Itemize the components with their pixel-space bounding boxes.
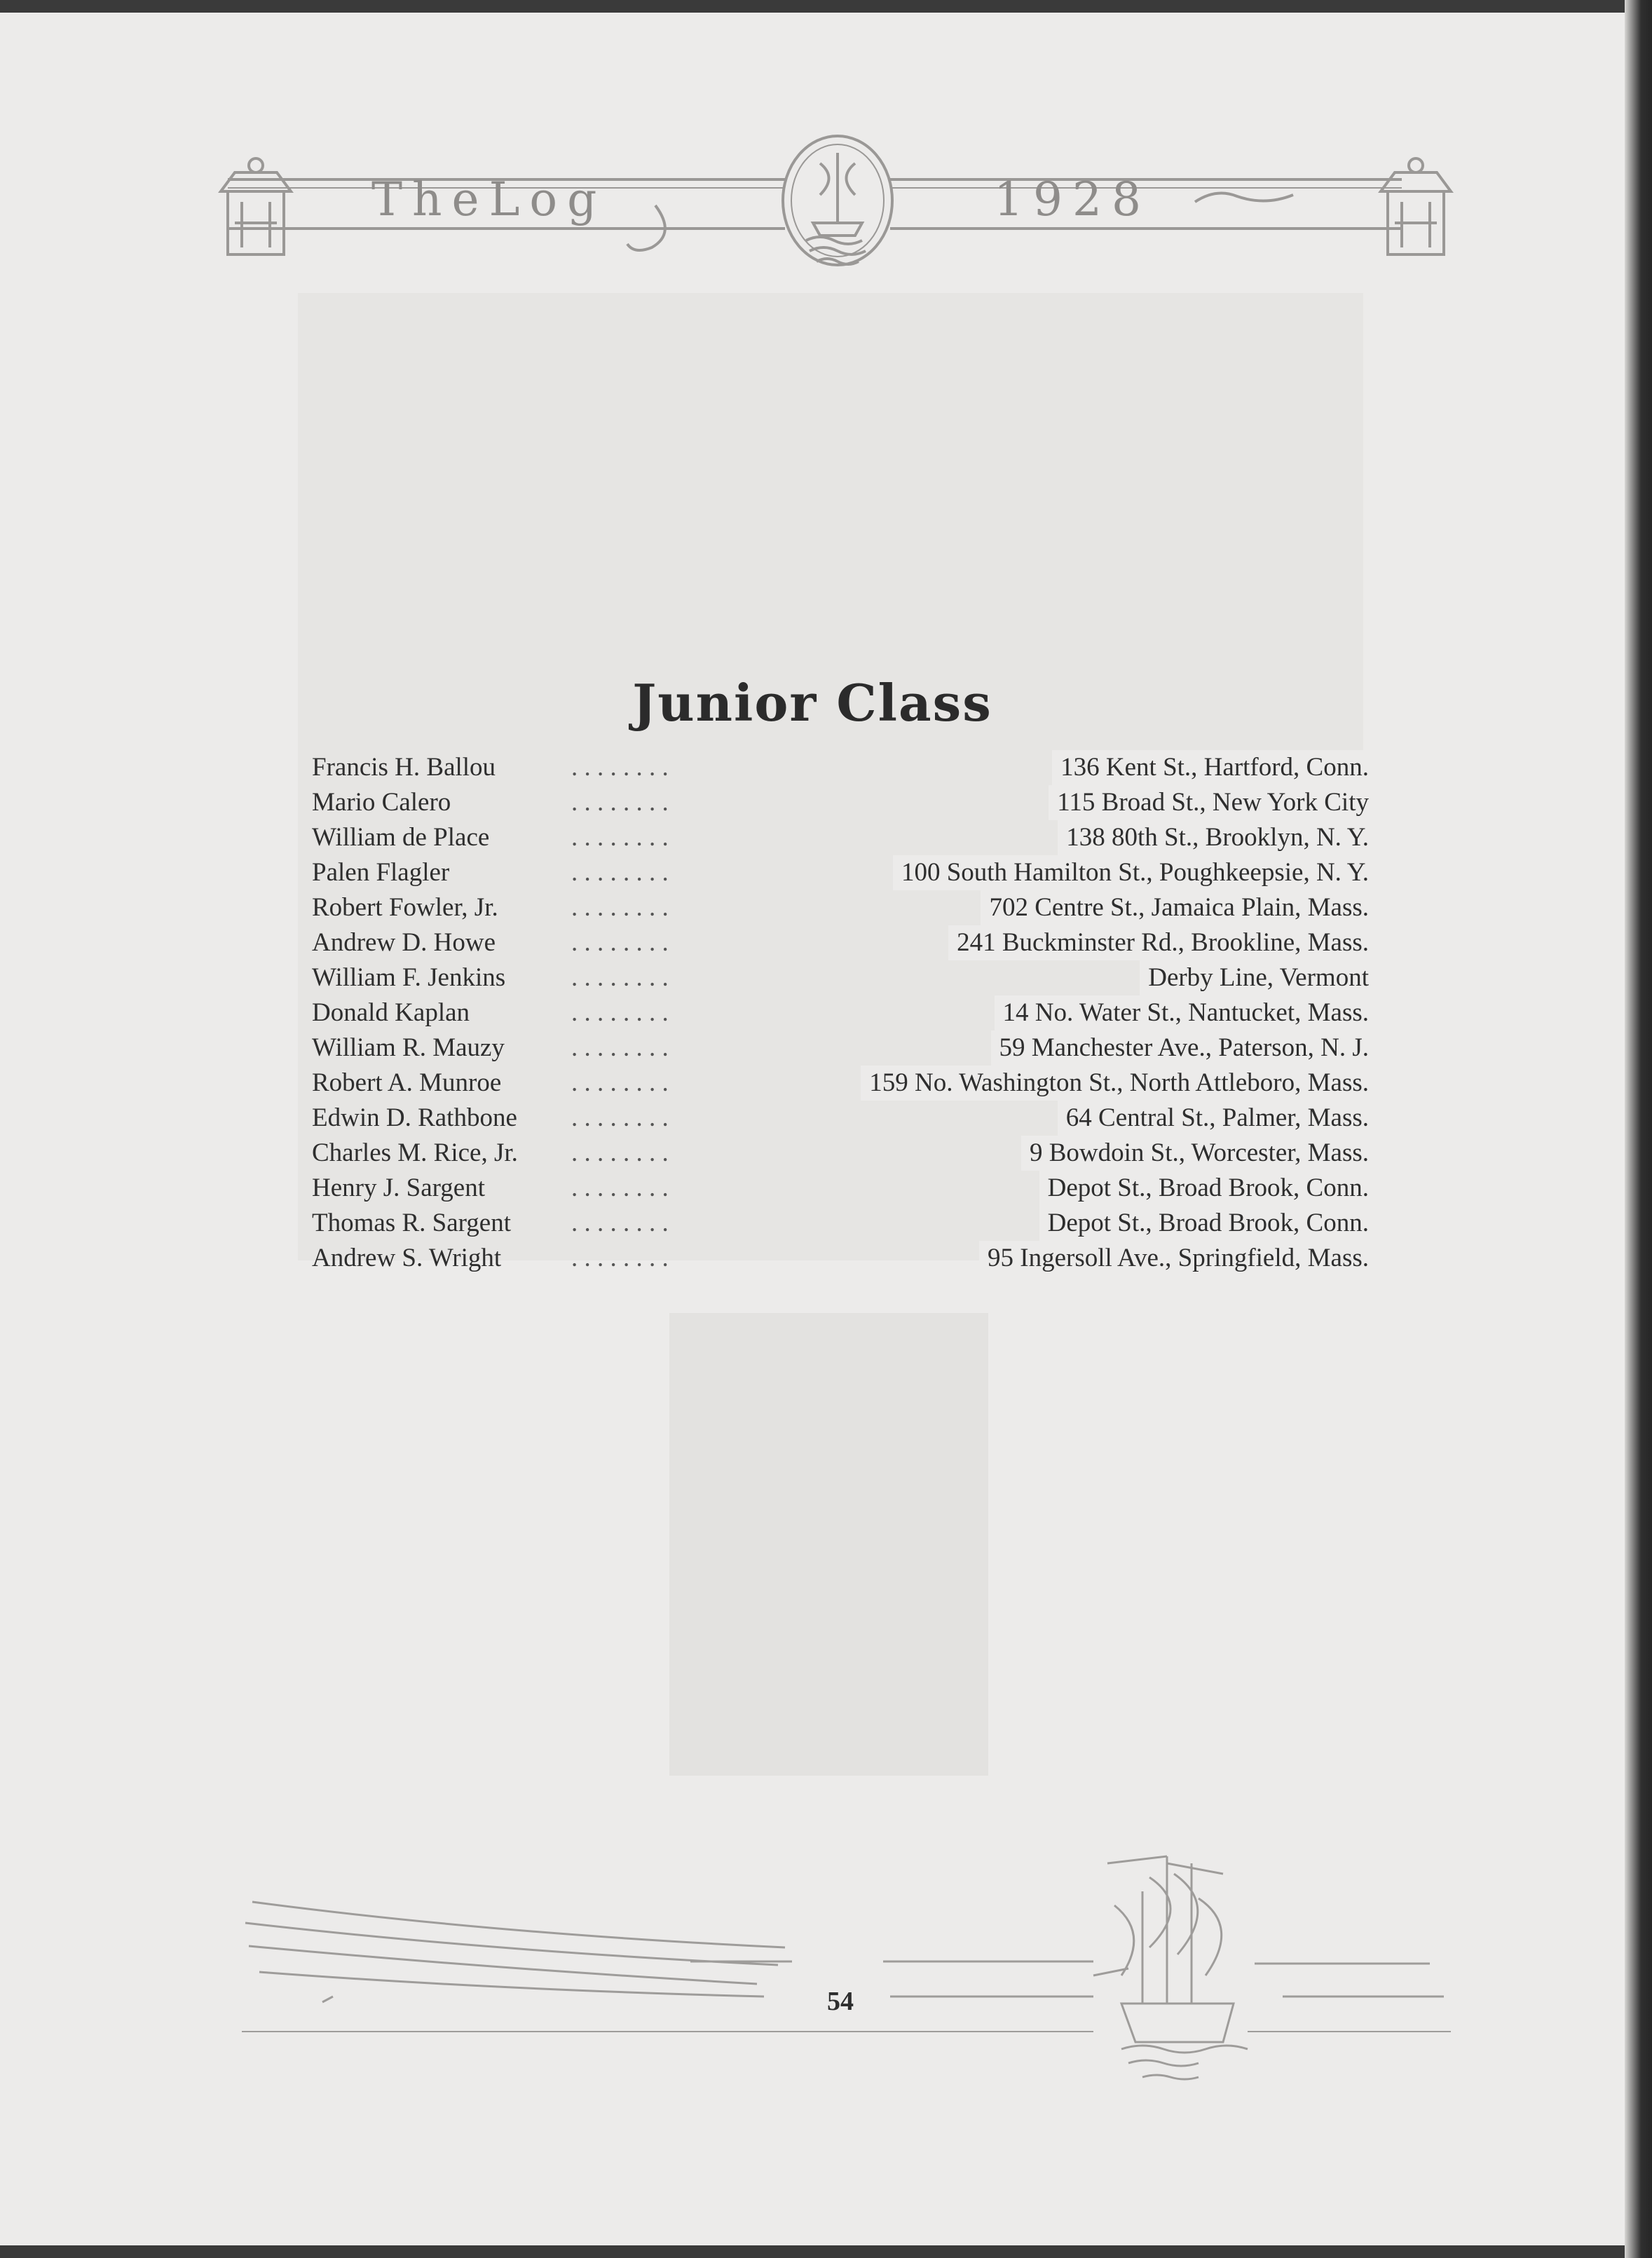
dot-leader: . . . . . . . .: [571, 998, 669, 1027]
student-name: Andrew D. Howe: [312, 928, 496, 957]
student-address: Depot St., Broad Brook, Conn.: [1039, 1206, 1369, 1241]
student-name: Robert A. Munroe: [312, 1068, 502, 1097]
page-edge-shadow: [1625, 0, 1652, 2258]
dot-leader: . . . . . . . .: [571, 928, 669, 957]
student-name: Robert Fowler, Jr.: [312, 893, 498, 922]
yearbook-page: [0, 13, 1625, 2245]
dot-leader: . . . . . . . .: [571, 1103, 669, 1132]
student-name: Andrew S. Wright: [312, 1244, 502, 1272]
student-name: Donald Kaplan: [312, 998, 470, 1027]
page-number: 54: [827, 1987, 854, 2016]
dot-leader: . . . . . . . .: [571, 858, 669, 887]
student-address: 14 No. Water St., Nantucket, Mass.: [995, 995, 1369, 1031]
dot-leader: . . . . . . . .: [571, 963, 669, 992]
student-name: Charles M. Rice, Jr.: [312, 1138, 518, 1167]
student-address: Derby Line, Vermont: [1140, 960, 1369, 995]
dot-leader: . . . . . . . .: [571, 823, 669, 852]
student-address: 64 Central St., Palmer, Mass.: [1058, 1101, 1369, 1136]
dot-leader: . . . . . . . .: [571, 788, 669, 817]
student-address: 138 80th St., Brooklyn, N. Y.: [1058, 820, 1369, 855]
student-address: 95 Ingersoll Ave., Springfield, Mass.: [979, 1241, 1369, 1276]
student-address: 115 Broad St., New York City: [1049, 785, 1369, 820]
student-name: Henry J. Sargent: [312, 1174, 485, 1202]
student-address: 702 Centre St., Jamaica Plain, Mass.: [981, 890, 1369, 925]
student-address: 241 Buckminster Rd., Brookline, Mass.: [948, 925, 1369, 960]
dot-leader: . . . . . . . .: [571, 1209, 669, 1237]
dot-leader: . . . . . . . .: [571, 1033, 669, 1062]
student-address: 136 Kent St., Hartford, Conn.: [1052, 750, 1369, 785]
dot-leader: . . . . . . . .: [571, 1138, 669, 1167]
student-name: William R. Mauzy: [312, 1033, 505, 1062]
student-address: 159 No. Washington St., North Attleboro, Mass.: [861, 1066, 1369, 1101]
student-address: Depot St., Broad Brook, Conn.: [1039, 1171, 1369, 1206]
student-name: Mario Calero: [312, 788, 451, 817]
student-name: William F. Jenkins: [312, 963, 506, 992]
student-name: Edwin D. Rathbone: [312, 1103, 517, 1132]
student-name: William de Place: [312, 823, 490, 852]
student-address: 9 Bowdoin St., Worcester, Mass.: [1021, 1136, 1369, 1171]
student-address: 59 Manchester Ave., Paterson, N. J.: [991, 1031, 1370, 1066]
header-year: 1928: [994, 172, 1151, 226]
dot-leader: . . . . . . . .: [571, 893, 669, 922]
page-title: Junior Class: [632, 673, 992, 733]
dot-leader: . . . . . . . .: [571, 1244, 669, 1272]
dot-leader: . . . . . . . .: [571, 753, 669, 782]
header-title: TheLog: [371, 172, 607, 226]
dot-leader: . . . . . . . .: [571, 1174, 669, 1202]
student-name: Thomas R. Sargent: [312, 1209, 511, 1237]
student-name: Palen Flagler: [312, 858, 450, 887]
student-name: Francis H. Ballou: [312, 753, 496, 782]
dot-leader: . . . . . . . .: [571, 1068, 669, 1097]
footer-ship-illustration: [0, 13, 1625, 2245]
student-address: 100 South Hamilton St., Poughkeepsie, N. Y.: [893, 855, 1369, 890]
